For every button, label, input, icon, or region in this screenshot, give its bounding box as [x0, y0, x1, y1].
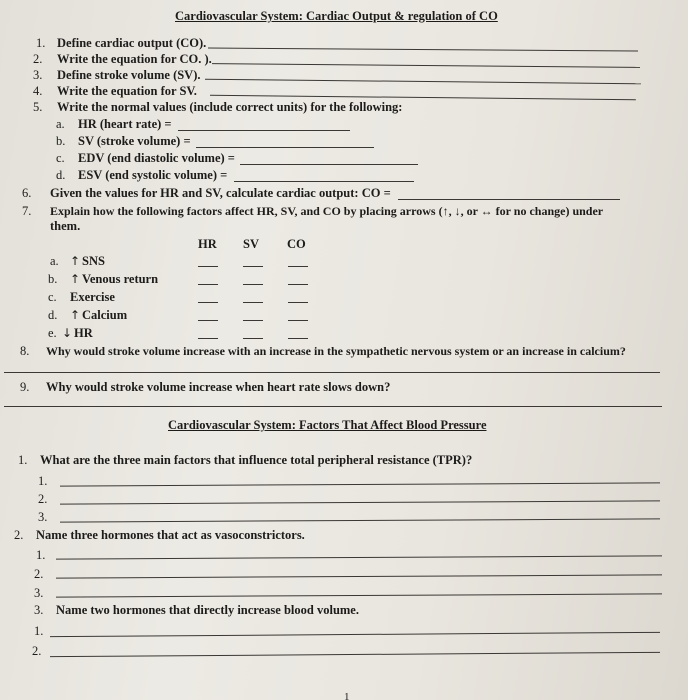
answer-blank[interactable]	[288, 302, 308, 303]
nv-a-letter: a.	[56, 117, 65, 131]
q6-answer-line[interactable]	[398, 199, 620, 200]
nv-a-answer-line[interactable]	[178, 130, 350, 131]
nv-b-text: SV (stroke volume) =	[78, 134, 191, 148]
s2-q3-text: Name two hormones that directly increase blood volume.	[56, 603, 359, 617]
factor-d-text: Calcium	[82, 308, 128, 322]
s2-q2-answer-line-2[interactable]	[56, 574, 662, 578]
s2-q1-text: What are the three main factors that influence total peripheral resistance (TPR)?	[40, 453, 473, 467]
arrow-up-icon: ↑	[70, 272, 81, 286]
s2-q2-item-1: 1.	[36, 548, 46, 562]
answer-blank[interactable]	[198, 302, 218, 303]
answer-blank[interactable]	[198, 320, 218, 321]
section1-title: Cardiovascular System: Cardiac Output & regulation of CO	[175, 9, 498, 23]
q8-number: 8.	[20, 344, 30, 358]
answer-blank[interactable]	[288, 320, 308, 321]
header-sv: SV	[243, 237, 259, 251]
s2-q1-number: 1.	[18, 453, 28, 467]
q7-text-line1: Explain how the following factors affect HR, SV, and CO by placing arrows (↑, ↓, or ↔ for no change) under	[50, 204, 604, 218]
answer-blank[interactable]	[288, 338, 308, 339]
arrow-up-icon: ↑	[70, 308, 81, 322]
nv-b-answer-line[interactable]	[196, 147, 374, 148]
s2-q1-item-2: 2.	[38, 492, 48, 506]
nv-b-letter: b.	[56, 134, 66, 148]
s2-q2-answer-line-3[interactable]	[56, 593, 662, 597]
q9-text: Why would stroke volume increase when heart rate slows down?	[46, 380, 391, 394]
q4-number: 4.	[33, 84, 43, 98]
answer-blank[interactable]	[288, 266, 308, 267]
q6-text: Given the values for HR and SV, calculate cardiac output: CO =	[50, 186, 391, 200]
page-number: 1	[344, 691, 350, 700]
nv-d-text: ESV (end systolic volume) =	[78, 168, 228, 182]
q4-text: Write the equation for SV.	[57, 84, 197, 98]
s2-q3-answer-line-2[interactable]	[50, 652, 660, 657]
arrow-down-icon: ↓	[62, 326, 73, 340]
q1-text: Define cardiac output (CO).	[57, 36, 207, 50]
nv-d-letter: d.	[56, 168, 66, 182]
header-hr: HR	[198, 237, 217, 251]
answer-blank[interactable]	[198, 284, 218, 285]
answer-blank[interactable]	[198, 338, 218, 339]
nv-a-text: HR (heart rate) =	[78, 117, 172, 131]
q2-text: Write the equation for CO. ).	[57, 52, 212, 66]
answer-blank[interactable]	[243, 302, 263, 303]
q3-number: 3.	[33, 68, 43, 82]
s2-q2-answer-line-1[interactable]	[56, 555, 662, 559]
q5-text: Write the normal values (include correct units) for the following:	[57, 100, 403, 114]
s2-q2-number: 2.	[14, 528, 24, 542]
q9-answer-line[interactable]	[4, 406, 662, 407]
factor-b-letter: b.	[48, 272, 58, 286]
answer-blank[interactable]	[198, 266, 218, 267]
q3-answer-line[interactable]	[205, 79, 641, 85]
q9-number: 9.	[20, 380, 30, 394]
nv-c-text: EDV (end diastolic volume) =	[78, 151, 235, 165]
nv-c-letter: c.	[56, 151, 65, 165]
s2-q3-number: 3.	[34, 603, 44, 617]
answer-blank[interactable]	[243, 320, 263, 321]
factor-c-text: Exercise	[70, 290, 115, 304]
factor-d-letter: d.	[48, 308, 58, 322]
nv-d-answer-line[interactable]	[234, 181, 414, 182]
q7-text-line2: them.	[50, 219, 81, 233]
nv-c-answer-line[interactable]	[240, 164, 418, 165]
q8-answer-line[interactable]	[4, 372, 660, 373]
q2-number: 2.	[33, 52, 43, 66]
s2-q1-item-1: 1.	[38, 474, 48, 488]
section2-title: Cardiovascular System: Factors That Affect Blood Pressure	[168, 418, 487, 432]
factor-e-letter: e.	[48, 326, 57, 340]
answer-blank[interactable]	[243, 266, 263, 267]
s2-q2-text: Name three hormones that act as vasoconstrictors.	[36, 528, 305, 542]
s2-q1-answer-line-3[interactable]	[60, 518, 660, 522]
factor-a-letter: a.	[50, 254, 59, 268]
q7-number: 7.	[22, 204, 32, 218]
q2-answer-line[interactable]	[212, 63, 640, 68]
answer-blank[interactable]	[288, 284, 308, 285]
header-co: CO	[287, 237, 306, 251]
q6-number: 6.	[22, 186, 32, 200]
factor-c-letter: c.	[48, 290, 57, 304]
q5-number: 5.	[33, 100, 43, 114]
q1-answer-line[interactable]	[208, 47, 638, 51]
s2-q1-answer-line-1[interactable]	[60, 482, 660, 486]
s2-q2-item-3: 3.	[34, 586, 44, 600]
q8-text: Why would stroke volume increase with an increase in the sympathetic nervous system or an increase in calcium?	[46, 344, 626, 358]
q1-number: 1.	[36, 36, 46, 50]
answer-blank[interactable]	[243, 338, 263, 339]
factor-e-text: HR	[74, 326, 93, 340]
answer-blank[interactable]	[243, 284, 263, 285]
factor-a-text: SNS	[82, 254, 105, 268]
s2-q3-item-2: 2.	[32, 644, 42, 658]
s2-q1-item-3: 3.	[38, 510, 48, 524]
arrow-up-icon: ↑	[70, 254, 81, 268]
q3-text: Define stroke volume (SV).	[57, 68, 201, 82]
s2-q1-answer-line-2[interactable]	[60, 500, 660, 504]
s2-q2-item-2: 2.	[34, 567, 44, 581]
s2-q3-answer-line-1[interactable]	[50, 632, 660, 637]
factor-b-text: Venous return	[82, 272, 159, 286]
s2-q3-item-1: 1.	[34, 624, 44, 638]
